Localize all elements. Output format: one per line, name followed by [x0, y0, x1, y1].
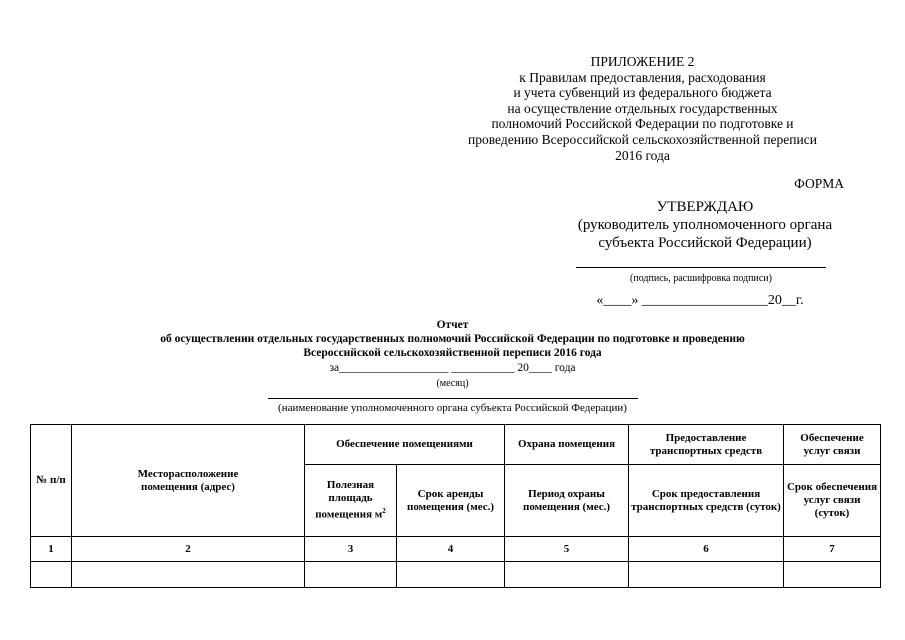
- header-premises: Обеспечение помещениями: [305, 425, 505, 465]
- column-number: 3: [305, 537, 397, 562]
- header-guard: Период охраны помещения (мес.): [505, 465, 629, 537]
- header-security: Охрана помещения: [505, 425, 629, 465]
- appendix-line: 2016 года: [615, 147, 670, 163]
- header-location: Месторасположение помещения (адрес): [72, 425, 305, 537]
- column-number: 6: [629, 537, 784, 562]
- org-name-line: [268, 398, 638, 399]
- header-area-text: Полезная площадь помещения м: [315, 479, 383, 521]
- header-comm: Обеспечение услуг связи: [784, 425, 881, 465]
- header-num: № п/п: [31, 425, 72, 537]
- table-header-row: [31, 425, 881, 465]
- appendix-line: проведению Всероссийской сельскохозяйственной переписи: [468, 131, 817, 147]
- header-rent: Срок аренды помещения (мес.): [397, 465, 505, 537]
- appendix-title: ПРИЛОЖЕНИЕ 2: [590, 54, 695, 69]
- table-cell: [31, 562, 72, 588]
- form-label: ФОРМА: [794, 176, 844, 191]
- approval-heading: УТВЕРЖДАЮ: [656, 199, 754, 215]
- header-area-sup: 2: [382, 507, 386, 516]
- table-empty-row: [31, 562, 881, 588]
- column-number: 1: [31, 537, 72, 562]
- report-period: за___________________ ___________ 20____ года: [329, 362, 576, 374]
- column-number: 7: [784, 537, 881, 562]
- header-transport: Предоставление транспортных средств: [629, 425, 784, 465]
- table-cell: [72, 562, 305, 588]
- column-number: 4: [397, 537, 505, 562]
- table-cell: [629, 562, 784, 588]
- report-table: [30, 424, 881, 588]
- approval-role-line2: субъекта Российской Федерации): [598, 235, 812, 251]
- table-cell: [784, 562, 881, 588]
- table-cell: [397, 562, 505, 588]
- table-cell: [505, 562, 629, 588]
- signature-line: [576, 267, 826, 268]
- appendix-line: к Правилам предоставления, расходования: [519, 69, 766, 85]
- report-subtitle-line1: об осуществлении отдельных государственных полномочий Российской Федерации по подготовке и проведению: [160, 333, 745, 345]
- header-area: [305, 465, 397, 537]
- approval-date: «____» __________________20__г.: [596, 293, 804, 308]
- header-transport-term: Срок предоставления транспортных средств (суток): [629, 465, 784, 537]
- header-comm-term: Срок обеспечения услуг связи (суток): [784, 465, 881, 537]
- signature-caption: (подпись, расшифровка подписи): [630, 273, 772, 284]
- report-title: Отчет: [436, 319, 469, 331]
- table-number-row: [31, 537, 881, 562]
- appendix-line: и учета субвенций из федерального бюджета: [513, 85, 772, 101]
- approval-role-line1: (руководитель уполномоченного органа: [577, 217, 833, 233]
- appendix-line: полномочий Российской Федерации по подготовке и: [491, 116, 794, 132]
- month-caption: (месяц): [436, 378, 469, 389]
- column-number: 2: [72, 537, 305, 562]
- appendix-line: на осуществление отдельных государственных: [507, 100, 778, 116]
- appendix-block: [445, 54, 840, 163]
- org-caption: (наименование уполномоченного органа субъекта Российской Федерации): [278, 402, 627, 414]
- table-cell: [305, 562, 397, 588]
- report-subtitle-line2: Всероссийской сельскохозяйственной переписи 2016 года: [303, 347, 602, 359]
- column-number: 5: [505, 537, 629, 562]
- report-title-block: [40, 318, 865, 360]
- approval-block: [520, 198, 890, 252]
